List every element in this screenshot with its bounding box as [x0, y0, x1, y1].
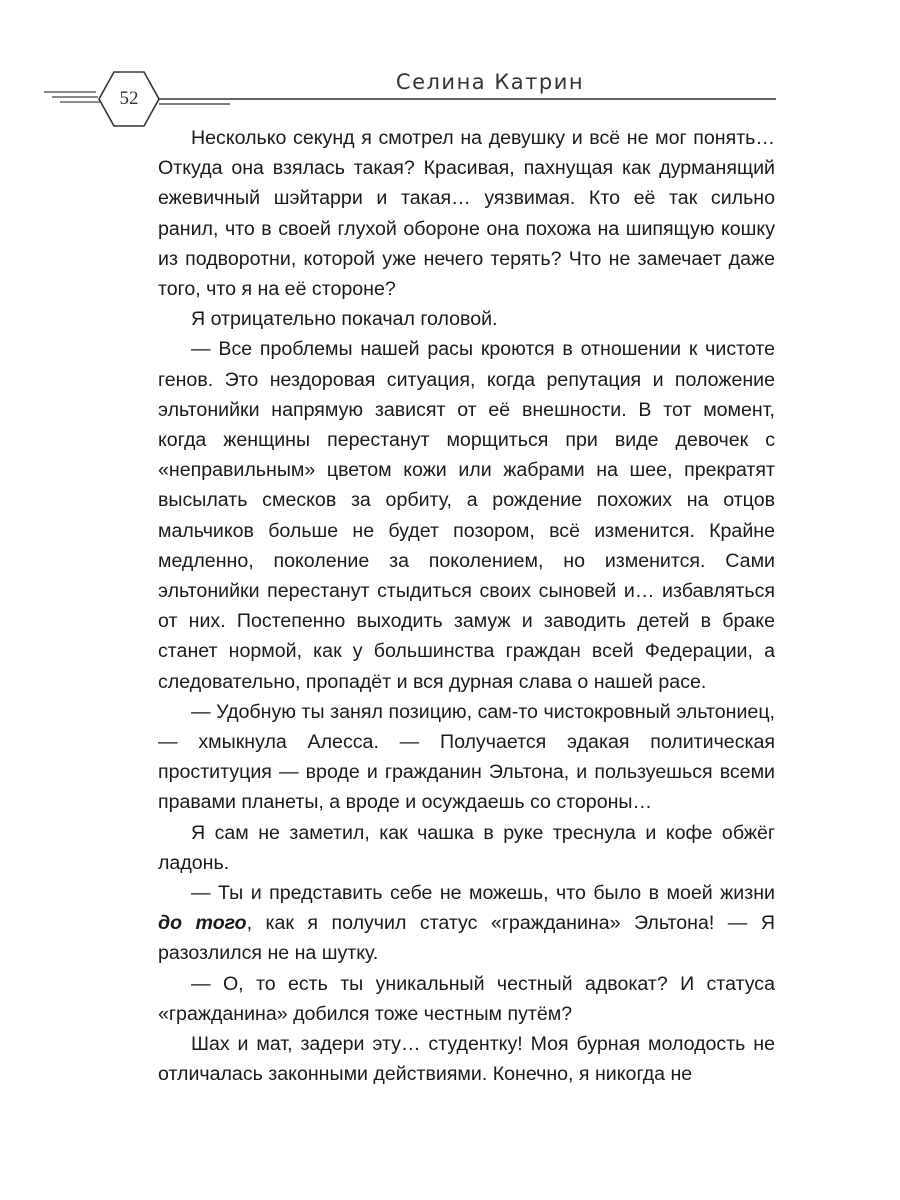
paragraph: — О, то есть ты уникальный честный адвокат? И статуса «гражданина» добился тоже честным путём?: [158, 972, 775, 1025]
emphasized-text: до того: [158, 912, 247, 935]
text-run: — Ты и представить себе не можешь, что было в моей жизни: [191, 882, 775, 905]
paragraph: — Удобную ты занял позицию, сам-то чистокровный эльтониец, — хмыкнула Алесса. — Получается эдакая политическая проституция — вроде и гражданин Эльтона, и пользуешься всеми правами планеты, а вроде и осуждаешь со стороны…: [158, 700, 775, 814]
paragraph: — Все проблемы нашей расы кроются в отношении к чистоте генов. Это нездоровая ситуация, когда репутация и положение эльтонийки напрямую зависят от её внешности. В тот момент, когда женщины перестанут морщиться при виде девочек с «неправильным» цветом кожи или жабрами на шее, прекратят высылать смесков за орбиту, а рождение похожих на отцов мальчиков больше не будет позором, всё изменится. Крайне медленно, поколение за поколением, но изменится. Сами эльтонийки перестанут стыдиться своих сыновей и… избавляться от них. Постепенно выходить замуж и заводить детей в браке станет нормой, как у большинства граждан всей Федерации, а следовательно, пропадёт и вся дурная слава о нашей расе.: [158, 338, 775, 693]
page-number: 52: [119, 88, 139, 109]
paragraph-with-emphasis: [158, 878, 775, 969]
running-head-author: Селина Катрин: [395, 70, 585, 94]
page-header: [0, 0, 900, 140]
paragraph: Я отрицательно покачал головой.: [191, 308, 498, 331]
paragraph: Несколько секунд я смотрел на девушку и всё не мог понять… Откуда она взялась такая? Красивая, пахнущая как дурманящий ежевичный шэйтарри и такая… уязвимая. Кто её так сильно ранил, что в своей глухой обороне она похожа на шипящую кошку из подворотни, которой уже нечего терять? Что не замечает даже того, что я на её стороне?: [158, 127, 775, 301]
paragraph: Шах и мат, задери эту… студентку! Моя бурная молодость не отличалась законными действиями. Конечно, я никогда не: [158, 1033, 775, 1086]
text-run: , как я получил статус «гражданина» Эльтона! — Я разозлился не на шутку.: [158, 912, 775, 965]
body-text: [158, 123, 775, 1090]
paragraph: Я сам не заметил, как чашка в руке треснула и кофе обжёг ладонь.: [158, 821, 775, 874]
